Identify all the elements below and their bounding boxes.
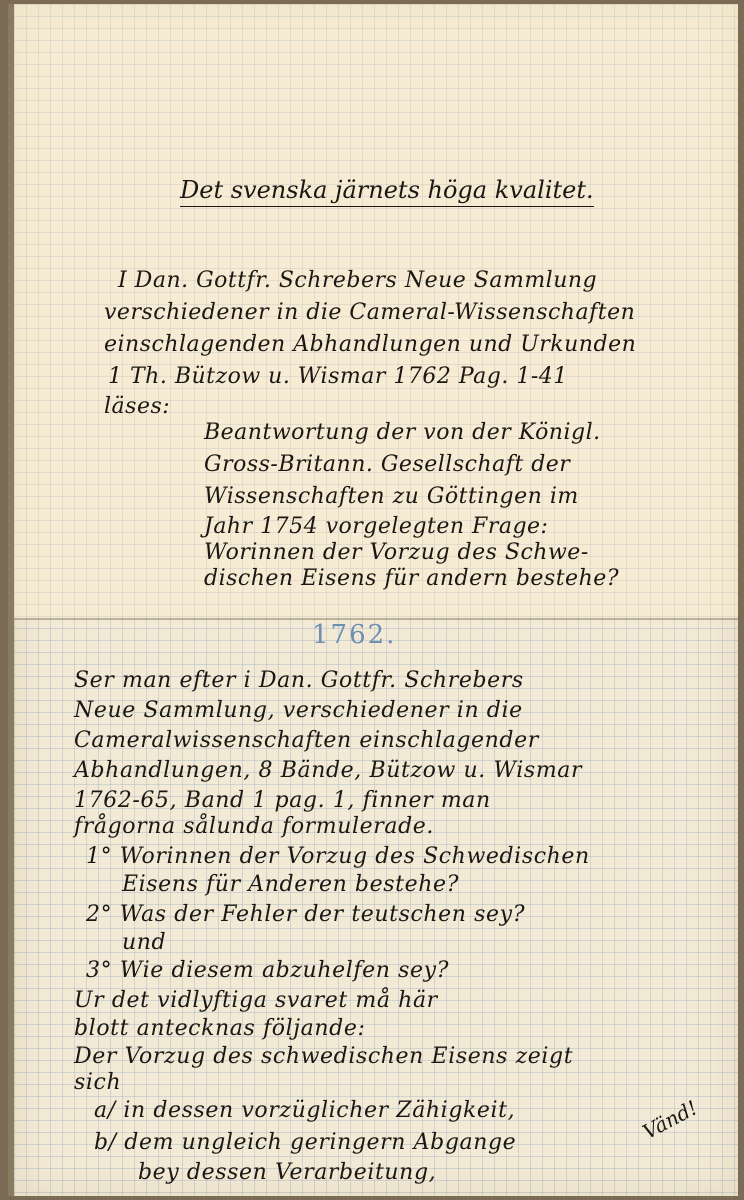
upper-line-5: läses: [104, 394, 171, 419]
margin-note: Vänd! [638, 1095, 702, 1144]
upper-line-8: Wissenschaften zu Göttingen im [204, 484, 579, 509]
upper-line-11: dischen Eisens für andern bestehe? [204, 566, 620, 591]
lower-line-14: Der Vorzug des schwedischen Eisens zeigt [74, 1044, 574, 1069]
lower-line-3: Cameralwissenschaften einschlagender [74, 728, 539, 753]
lower-line-16: a/ in dessen vorzüglicher Zähigkeit, [94, 1098, 516, 1123]
lower-line-8: Eisens für Anderen bestehe? [122, 872, 459, 897]
lower-line-12: Ur det vidlyftiga svaret må här [74, 988, 438, 1013]
lower-line-9: 2° Was der Fehler der teutschen sey? [86, 902, 526, 927]
page-title: Det svenska järnets höga kvalitet. [180, 176, 594, 207]
upper-line-1: I Dan. Gottfr. Schrebers Neue Sammlung [118, 268, 598, 293]
lower-line-13: blott antecknas följande: [74, 1016, 366, 1041]
lower-line-5: 1762-65, Band 1 pag. 1, finner man [74, 788, 491, 813]
lower-line-17: b/ dem ungleich geringern Abgange [94, 1130, 517, 1155]
lower-line-18: bey dessen Verarbeitung, [138, 1160, 437, 1185]
upper-line-4: 1 Th. Bützow u. Wismar 1762 Pag. 1-41 [108, 364, 568, 389]
lower-line-6: frågorna sålunda formulerade. [74, 814, 434, 839]
upper-line-9: Jahr 1754 vorgelegten Frage: [204, 514, 549, 539]
lower-line-2: Neue Sammlung, verschiedener in die [74, 698, 523, 723]
upper-line-7: Gross-Britann. Gesellschaft der [204, 452, 571, 477]
upper-line-3: einschlagenden Abhandlungen und Urkunden [104, 332, 637, 357]
year-annotation: 1762. [312, 620, 397, 650]
lower-line-11: 3° Wie diesem abzuhelfen sey? [86, 958, 450, 983]
lower-line-1: Ser man efter i Dan. Gottfr. Schrebers [74, 668, 524, 693]
lower-line-7: 1° Worinnen der Vorzug des Schwedischen [86, 844, 590, 869]
lower-line-10: und [122, 930, 167, 955]
upper-line-6: Beantwortung der von der Königl. [204, 420, 601, 445]
lower-line-4: Abhandlungen, 8 Bände, Bützow u. Wismar [74, 758, 583, 783]
lower-line-15: sich [74, 1070, 122, 1095]
upper-line-10: Worinnen der Vorzug des Schwe- [204, 540, 589, 565]
upper-line-2: verschiedener in die Cameral-Wissenschaften [104, 300, 636, 325]
